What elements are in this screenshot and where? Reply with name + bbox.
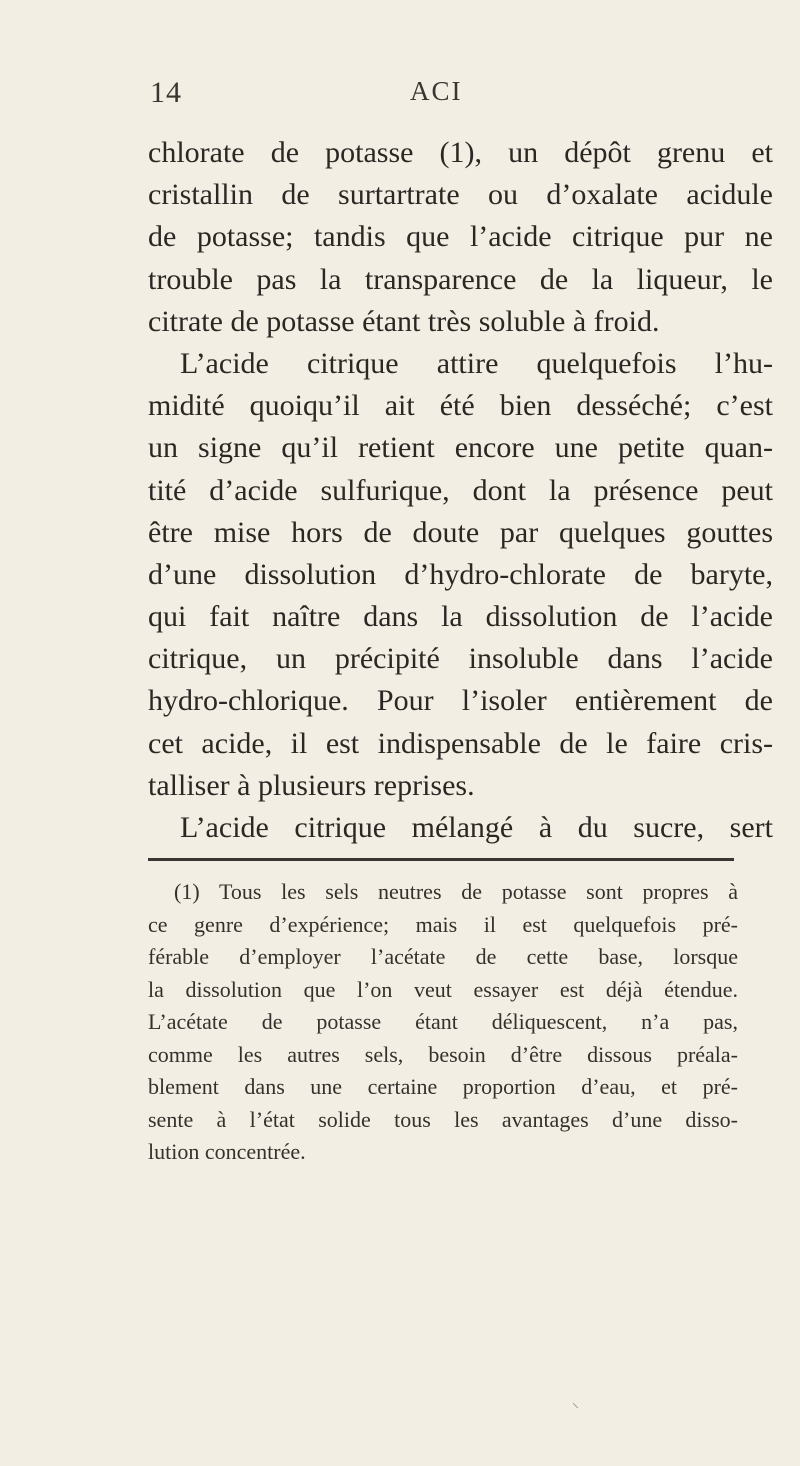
text-line: un signe qu’il retient encore une petite quan-: [148, 431, 773, 465]
text-line: trouble pas la transparence de la liqueur, le: [148, 262, 773, 296]
footnote-line: comme les autres sels, besoin d’être dissous préala-: [148, 1041, 738, 1067]
page-number: 14: [150, 76, 182, 109]
text-line: cet acide, il est indispensable de le faire cris-: [148, 726, 773, 760]
text-line: talliser à plusieurs reprises.: [148, 768, 475, 802]
footnote: [148, 876, 738, 1169]
footnote-line: L’acétate de potasse étant déliquescent, n’a pas,: [148, 1009, 738, 1034]
text-line: L’acide citrique attire quelquefois l’hu-: [180, 346, 773, 380]
footnote-line: sente à l’état solide tous les avantages d’une disso-: [148, 1106, 738, 1132]
text-line: midité quoiqu’il ait été bien desséché; c’est: [148, 389, 773, 423]
footnote-rule: [148, 858, 734, 861]
text-line: hydro-chlorique. Pour l’isoler entièrement de: [148, 684, 773, 718]
text-line: L’acide citrique mélangé à du sucre, sert: [180, 811, 773, 844]
footnote-line: ce genre d’expérience; mais il est quelquefois pré-: [148, 911, 738, 937]
text-line: d’une dissolution d’hydro-chlorate de baryte,: [148, 557, 773, 591]
footnote-line: férable d’employer l’acétate de cette base, lorsque: [148, 944, 738, 969]
text-line: qui fait naître dans la dissolution de l’acide: [148, 600, 773, 634]
paper-speck: ⸌: [572, 1401, 579, 1417]
footnote-line: (1) Tous les sels neutres de potasse sont propres à: [174, 879, 738, 904]
footnote-line: blement dans une certaine proportion d’eau, et pré-: [148, 1074, 738, 1099]
footnote-line: lution concentrée.: [148, 1139, 306, 1164]
text-line: citrate de potasse étant très soluble à froid.: [148, 304, 660, 338]
footnote-line: la dissolution que l’on veut essayer est déjà étendue.: [148, 976, 738, 1002]
text-line: chlorate de potasse (1), un dépôt grenu et: [148, 136, 773, 169]
text-line: cristallin de surtartrate ou d’oxalate acidule: [148, 178, 773, 212]
text-line: être mise hors de doute par quelques gouttes: [148, 515, 773, 549]
page-header: [150, 76, 770, 116]
text-line: citrique, un précipité insoluble dans l’acide: [148, 642, 773, 676]
running-head: ACI: [410, 76, 463, 106]
text-line: tité d’acide sulfurique, dont la présence peut: [148, 473, 773, 507]
text-line: de potasse; tandis que l’acide citrique pur ne: [148, 220, 773, 254]
main-text: [148, 132, 773, 849]
